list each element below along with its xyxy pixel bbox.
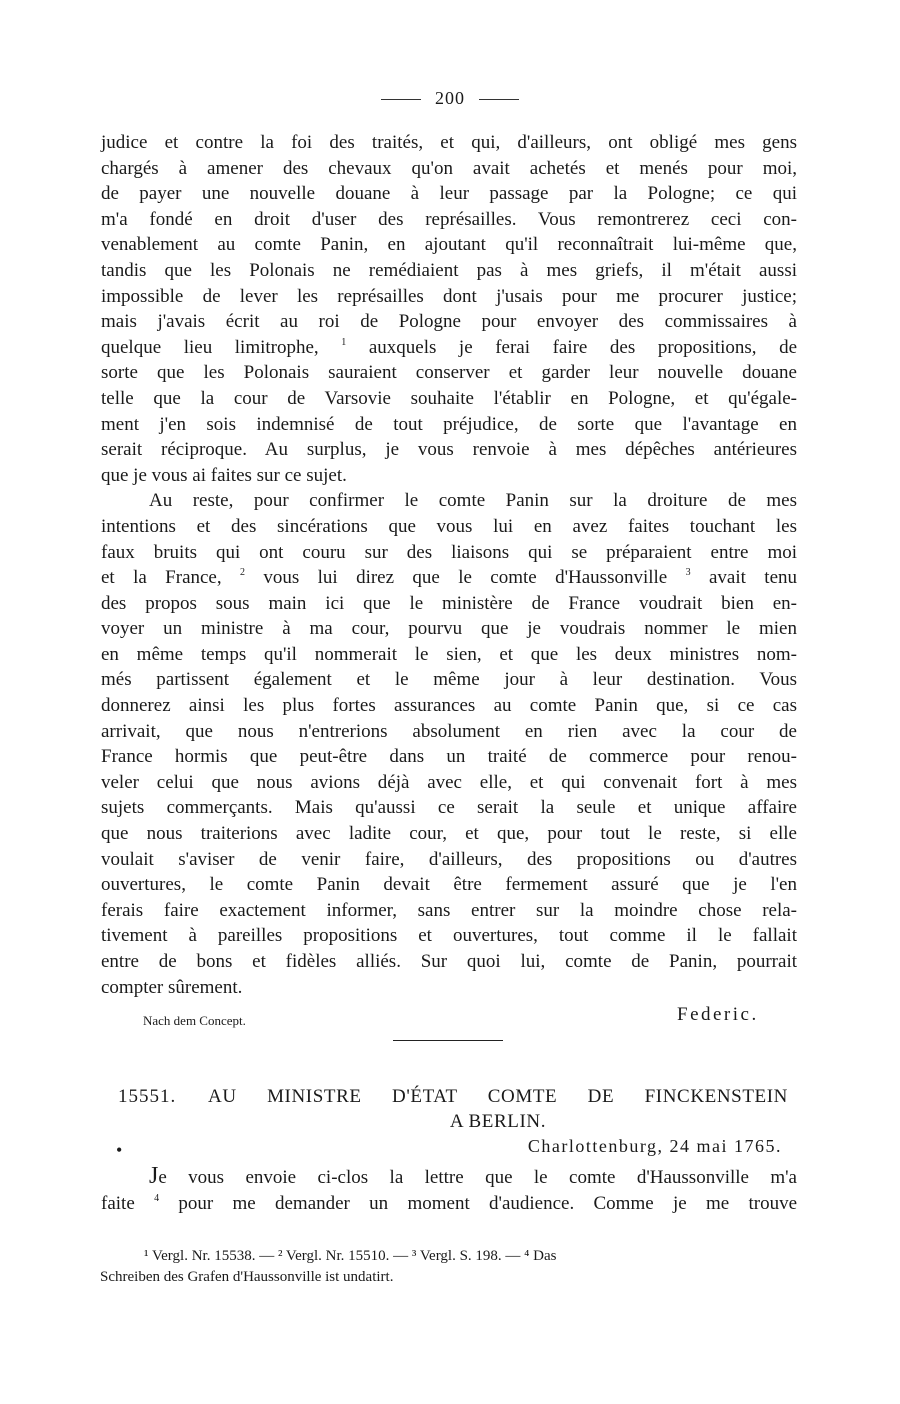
bullet-marker: • [116,1140,123,1160]
body-line: ferais faire exactement informer, sans entrer sur la moindre chose rela- [101,899,797,921]
document-title-line: AU MINISTRE D'ÉTAT COMTE DE FINCKENSTEIN [208,1086,788,1107]
document-title-line: A BERLIN. [449,1111,547,1132]
body-line [101,1164,797,1191]
body-line-part: vous lui direz que le comte d'Haussonville [263,567,668,589]
body-line: sujets commerçants. Mais qu'aussi ce serait la seule et unique affaire [101,797,797,819]
body-line [101,565,797,591]
footnote-marker: 1 [341,336,347,348]
footnote-marker: 2 [240,567,245,579]
footnote-line: Schreiben des Grafen d'Haussonville ist undatirt. [100,1269,394,1285]
page-number: 200 [435,88,465,108]
body-line: en même temps qu'il nommerait le sien, et que les deux ministres nom- [101,643,797,665]
body-line: ment j'en sois indemnisé de tout préjudice, de sorte que l'avantage en [101,413,797,435]
body-line-part: quelque lieu limitrophe, [101,336,319,358]
body-line: mais j'avais écrit au roi de Pologne pour envoyer des commissaires à [101,311,797,333]
body-line-part: e vous envoie ci-clos la lettre que le comte d'Haussonville m'a [158,1167,797,1188]
body-line: donnerez ainsi les plus fortes assurances au comte Panin que, si ce cas [101,695,797,717]
body-line-part: auxquels je ferai faire des propositions, de [368,336,798,358]
source-note: Nach dem Concept. [143,1013,246,1028]
body-line: Au reste, pour confirmer le comte Panin sur la droiture de mes [149,490,797,512]
body-line: intentions et des sincérations que vous lui en avez faites touchant les [101,515,797,537]
document-number: 15551. [118,1086,177,1107]
body-line-part: pour me demander un moment d'audience. Comme je me trouve [178,1192,798,1214]
body-line: tivement à pareilles propositions et ouvertures, tout comme il le fallait [101,925,797,947]
body-line: compter sûrement. [101,976,243,998]
signature: Federic. [677,1004,759,1025]
body-line: que je vous ai faites sur ce sujet. [101,464,347,486]
body-line: veler celui que nous avions déjà avec elle, et qui convenait fort à mes [101,771,797,793]
body-line: telle que la cour de Varsovie souhaite l'établir en Pologne, et qu'égale- [101,387,797,409]
dateline: Charlottenburg, 24 mai 1765. [527,1136,782,1156]
body-line [101,1191,797,1217]
body-line: ouvertures, le comte Panin devait être fermement assuré que je l'en [101,874,797,896]
body-line: des propos sous main ici que le ministère de France voudrait bien en- [101,592,797,614]
body-line [101,335,797,361]
footnote-marker: 3 [685,567,691,579]
body-line: venablement au comte Panin, en ajoutant qu'il reconnaîtrait lui-même que, [101,234,797,256]
body-line: judice et contre la foi des traités, et qui, d'ailleurs, ont obligé mes gens [101,132,797,153]
header-rule-left [381,99,421,100]
body-line: tandis que les Polonais ne remédiaient pas à mes griefs, il m'était aussi [101,259,797,281]
header-rule-right [479,99,519,100]
body-line: impossible de lever les représailles dont j'usais pour me procurer justice; [101,285,797,307]
body-line: més partissent également et le même jour à leur destination. Vous [101,669,797,691]
footnotes [100,1246,798,1288]
body-line: chargés à amener des chevaux qu'on avait achetés et menés pour moi, [101,157,797,179]
body-line: entre de bons et fidèles alliés. Sur quoi lui, comte de Panin, pourrait [101,951,797,972]
body-line-part: avait tenu [709,567,798,589]
section-divider [393,1040,503,1041]
body-line: faux bruits qui ont couru sur des liaisons qui se préparaient entre moi [101,541,797,563]
body-line: serait réciproque. Au surplus, je vous renvoie à mes dépêches antérieures [101,439,797,461]
body-line-part: faite [101,1192,135,1214]
initial-letter: J [149,1163,159,1189]
second-letter-body [101,1164,797,1216]
body-line: sorte que les Polonais sauraient conserver et garder leur nouvelle douane [101,362,797,384]
body-line: arrivait, que nous n'entrerions absolument en rien avec la cour de [101,720,797,742]
body-line: France hormis que peut-être dans un traité de commerce pour renou- [101,746,797,768]
body-line-part: et la France, [101,567,222,589]
body-line: voyer un ministre à ma cour, pourvu que je voudrais nommer le mien [101,618,797,640]
body-line: voulait s'aviser de venir faire, d'ailleurs, des propositions ou d'autres [101,848,797,870]
body-line: que nous traiterions avec ladite cour, et que, pour tout le reste, si elle [101,823,797,845]
letter-body [101,130,797,1000]
page-header [0,88,900,109]
body-line: m'a fondé en droit d'user des représailles. Vous remontrerez ceci con- [101,208,797,230]
document-title [208,1084,788,1134]
footnote-marker: 4 [154,1192,160,1204]
footnote-line: ¹ Vergl. Nr. 15538. — ² Vergl. Nr. 15510. — ³ Vergl. S. 198. — ⁴ Das [144,1248,557,1264]
body-line: de payer une nouvelle douane à leur passage par la Pologne; ce qui [101,183,797,205]
